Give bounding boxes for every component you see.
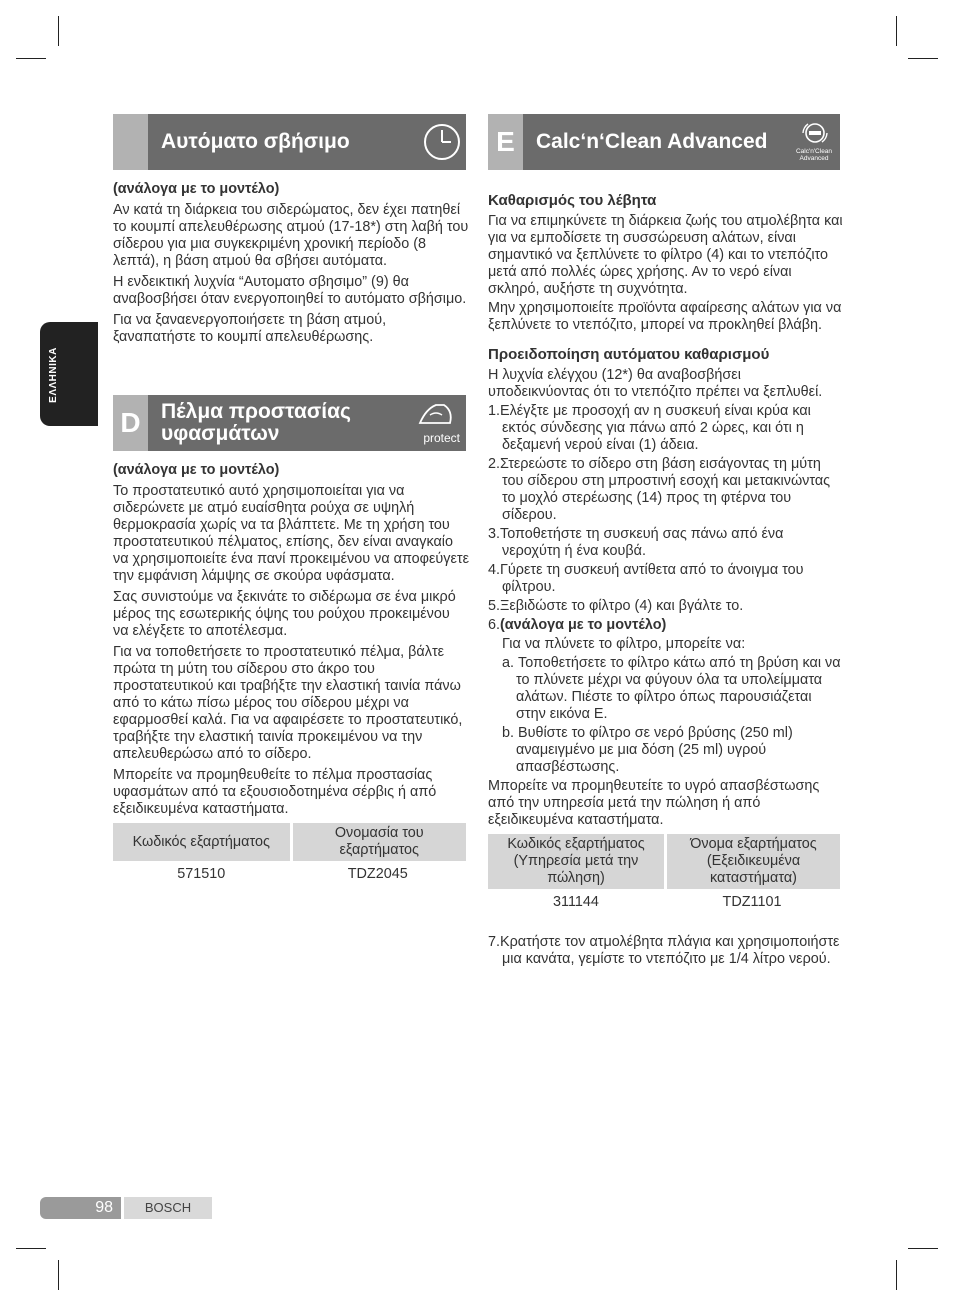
paragraph: Η λυχνία ελέγχου (12*) θα αναβοσβήσει υποδεικνύοντας ότι το ντεπόζιτο πρέπει να ξεπλυθεί. [488, 367, 823, 400]
paragraph: Η ενδεικτική λυχνία “Αυτοματο σβησιμο” (9) θα αναβοσβήσει όταν ενεργοποιηθεί το αυτόματο σβήσιμο. [113, 274, 467, 307]
table-cell: TDZ1101 [722, 894, 782, 910]
section-c-letter-block [113, 114, 148, 170]
paragraph: Το προστατευτικό αυτό χρησιμοποιείται για να σιδερώνετε με ατμό ευαίσθητα ρούχα σε υψηλή θερμοκρασία χωρίς να τα βλάπτετε. Με τη χρήση του προστατευτικού πέλματος, επίσης, δεν είναι αναγκαίο να χρησιμοποιείτε ένα πανί προκειμένου να αποφεύγετε την εμφάνιση λάμψης σε σκούρα υφάσματα. [113, 483, 470, 584]
section-d-title-line2: υφασμάτων [161, 422, 280, 445]
crop-mark [16, 1248, 46, 1249]
paragraph: Για να τοποθετήσετε το προστατευτικό πέλμα, βάλτε πρώτα τη μύτη του σίδερου στο άκρο του προστατευτικού και τραβήξτε την ελαστική ταινία πάνω από το κάτω πίσω μέρος του σίδερου μέχρι να εφαρμοσθεί καλά. Για να αφαιρέσετε το προστατευτικό, τραβήξτε την ελαστική ταινία προκειμένου να την απελευθερώσω από το σίδερο. [113, 644, 463, 762]
cleaning-steps [488, 403, 844, 776]
table-header: Ονομασία του εξαρτήματος [290, 823, 467, 861]
section-e-header [488, 114, 840, 170]
list-item: 2.Στερεώστε το σίδερο στη βάση εισάγοντας τη μύτη του σίδερου στη μπροστινή εσοχή και μετακινώντας το μοχλό στερέωσης (14) προς τη φτέρνα του σίδερου. [488, 456, 831, 523]
section-d-body [113, 462, 469, 888]
paragraph: Αν κατά τη διάρκεια του σιδερώματος, δεν έχει πατηθεί το κουμπί απελευθέρωσης ατμού (17-18*) στη λαβή του σίδερου για μια συγκεκριμένη χρονική περίοδο (8 λεπτά), η βάση ατμού θα σβήσει αυτόματα. [113, 202, 469, 269]
crop-mark [16, 58, 46, 59]
table-header: Κωδικός εξαρτήματος (Υπηρεσία μετά την πώληση) [488, 834, 664, 889]
list-item: 4.Γύρετε τη συσκευή αντίθετα από το άνοιγμα του φίλτρου. [488, 562, 804, 595]
crop-mark [58, 1260, 59, 1290]
table-cell: 311144 [553, 894, 599, 910]
paragraph: Για να επιμηκύνετε τη διάρκεια ζωής του ατμολέβητα και για να εμποδίσετε τη συσσώρευση αλάτων, είναι σημαντικό να ξεπλύνετε το φίλτρο (4) και το ντεπόζιτο μετά από πολλές ώρες χρήσης. Αν το νερό είναι σκληρό, αυξήστε τη συχνότητα. [488, 213, 843, 297]
table-cell: TDZ2045 [347, 866, 408, 882]
table-cell: 571510 [177, 866, 226, 882]
calc-clean-icon [800, 120, 830, 146]
language-label: ΕΛΛΗΝΙΚΑ [48, 347, 59, 403]
list-item: 5.Ξεβιδώστε το φίλτρο (4) και βγάλτε το. [488, 598, 744, 614]
table-header: Όνομα εξαρτήματος (Εξειδικευμένα καταστήματα) [664, 834, 840, 889]
table-header: Κωδικός εξαρτήματος [113, 823, 290, 861]
section-c-body [113, 181, 469, 350]
section-e-subheading: Καθαρισμός του λέβητα [488, 192, 657, 209]
table-row [488, 889, 840, 916]
list-item: b. Βυθίστε το φίλτρο σε νερό βρύσης (250 ml) αναμειγμένο με μια δόση (25 ml) υγρού απασβέστωσης. [502, 725, 793, 775]
paragraph: Για να ξαναενεργοποιήσετε τη βάση ατμού, ξαναπατήστε το κουμπί απελευθέρωσης. [113, 312, 387, 345]
paragraph: Μπορείτε να προμηθευθείτε το πέλμα προστασίας υφασμάτων από τα εξουσιοδοτημένα σέρβις ή από εξειδικευμένα καταστήματα. [113, 767, 437, 817]
section-e-letter: E [488, 114, 523, 170]
list-item: Για να πλύνετε το φίλτρο, μπορείτε να: [502, 636, 746, 652]
table-row [113, 861, 466, 888]
clock-icon [422, 122, 462, 162]
section-c-note: (ανάλογα με το μοντέλο) [113, 181, 280, 197]
paragraph: Μην χρησιμοποιείτε προϊόντα αφαίρεσης αλάτων για να ξεπλύνετε το ντεπόζιτο, μπορεί να προκληθεί βλάβη. [488, 300, 842, 333]
crop-mark [58, 16, 59, 46]
section-d-letter: D [113, 395, 148, 451]
page-number-text: 98 [95, 1199, 113, 1216]
section-e-body [488, 192, 844, 972]
section-d-title-line1: Πέλμα προστασίας [161, 400, 351, 423]
language-side-tab [40, 322, 98, 426]
crop-mark [896, 16, 897, 46]
protect-icon-label: protect [423, 431, 460, 445]
section-e-parts-table [488, 834, 840, 916]
section-e-subheading: Προειδοποίηση αυτόματου καθαρισμού [488, 346, 770, 363]
crop-mark [908, 1248, 938, 1249]
section-c-title: Αυτόματο σβήσιμο [161, 130, 350, 153]
page-number [40, 1197, 121, 1219]
list-item [488, 617, 844, 634]
list-item: a. Τοποθετήσετε το φίλτρο κάτω από τη βρύση και να το πλύνετε μέχρι να φύγουν όλα τα υπολείμματα αλάτων. Πιέστε το φίλτρο όπως παρουσιάζεται στην εικόνα E. [502, 655, 841, 722]
brand-label: BOSCH [124, 1197, 212, 1219]
list-item: 3.Τοποθετήστε τη συσκευή σας πάνω από ένα νεροχύτη ή ένα κουβά. [488, 526, 784, 559]
crop-mark [896, 1260, 897, 1290]
paragraph: Σας συνιστούμε να ξεκινάτε το σιδέρωμα σε ένα μικρό μέρος της εσωτερικής όψης του ρούχου προκειμένου να ελέγξετε το αποτέλεσμα. [113, 589, 456, 639]
list-item: 7.Κρατήστε τον ατμολέβητα πλάγια και χρησιμοποιήστε μια κανάτα, γεμίστε το ντεπόζιτο με 1/4 λίτρο νερού. [488, 934, 840, 967]
list-item: 1.Ελέγξτε με προσοχή αν η συσκευή είναι κρύα και εκτός σύνδεσης για πάνω από 2 ώρες, και ότι η δεξαμενή νερού είναι (1) άδεια. [488, 403, 811, 453]
step-number: 6. [488, 617, 501, 633]
step-note: (ανάλογα με το μοντέλο) [500, 617, 667, 633]
section-d-parts-table [113, 823, 466, 888]
calc-clean-icon-label: Calc'n'Clean Advanced [795, 148, 833, 162]
iron-protect-icon [416, 399, 456, 427]
section-c-header [113, 114, 466, 170]
section-d-note: (ανάλογα με το μοντέλο) [113, 462, 280, 478]
section-d-header [113, 395, 466, 451]
section-d-title [161, 401, 351, 445]
paragraph: Μπορείτε να προμηθευτείτε το υγρό απασβέστωσης από την υπηρεσία μετά την πώληση ή από εξειδικευμένα καταστήματα. [488, 778, 820, 828]
crop-mark [908, 58, 938, 59]
section-e-title: Calc‘n‘Clean Advanced [536, 130, 768, 153]
